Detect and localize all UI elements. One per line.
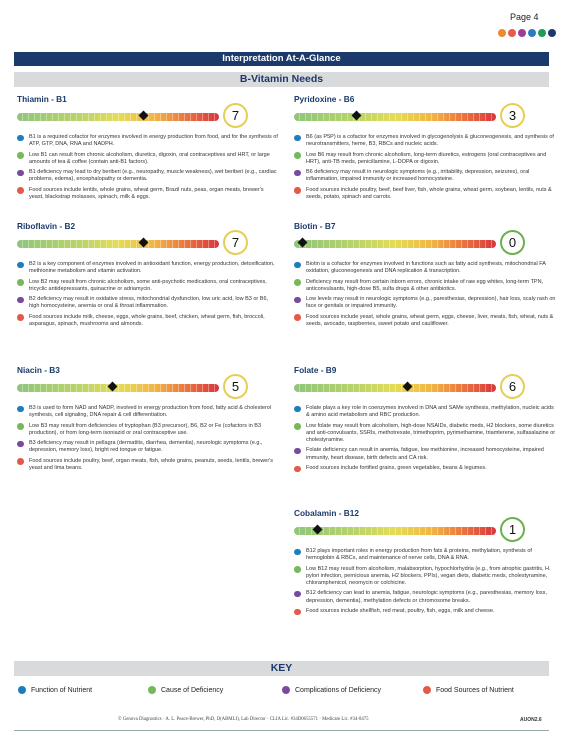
pyridoxine-cause-bullet: Low B6 may result from chronic alcoholism, long-term diuretics, estrogens (oral contraceptives and HRT), anti-TB meds, penicillamine, L-DOPA or digoxin. xyxy=(294,152,556,167)
complication-dot xyxy=(282,686,290,694)
key-title: KEY xyxy=(14,661,549,676)
thiamin-need-bar xyxy=(17,113,219,121)
cobalamin-complication-bullet: B12 deficiency can lead to anemia, fatigue, neurologic symptoms (e.g., paresthesias, memory loss, depression, dementia), methylation defects or chromosome breaks. xyxy=(294,590,556,605)
food-dot xyxy=(294,466,301,473)
food-dot xyxy=(17,314,24,321)
niacin-need-bar xyxy=(17,384,219,392)
thiamin-function-bullet: B1 is a required cofactor for enzymes involved in energy production from food, and for the synthesis of ATP, GTP, DNA, RNA and NADPH. xyxy=(17,134,279,149)
biotin-food-bullet: Food sources include yeast, whole grains, wheat germ, eggs, cheese, liver, meats, fish, wheat, nuts & seeds, avocado, raspberries, sweet potato and cauliflower. xyxy=(294,314,556,329)
brand-dots xyxy=(498,29,556,37)
cobalamin-need-bar xyxy=(294,527,496,535)
thiamin-complication-bullet: B1 deficiency may lead to dry beriberi (e.g., neuropathy, muscle weakness), wet beriberi (e.g., cardiac problems, edema), encephalopathy or dementia. xyxy=(17,169,279,184)
function-dot xyxy=(294,135,301,142)
folate-title: Folate - B9 xyxy=(294,365,337,375)
riboflavin-section xyxy=(17,221,279,361)
key-cause: Cause of Deficiency xyxy=(148,686,223,694)
complication-dot xyxy=(294,448,301,455)
key-food: Food Sources of Nutrient xyxy=(423,686,514,694)
biotin-need-bar xyxy=(294,240,496,248)
biotin-score: 0 xyxy=(500,230,525,255)
complication-dot xyxy=(294,170,301,177)
function-dot xyxy=(17,262,24,269)
riboflavin-cause-bullet: Low B2 may result from chronic alcoholism, some anti-psychotic medications, oral contraceptives, tricyclic antidepressants, quinacrine or adriamycin. xyxy=(17,279,279,294)
food-dot xyxy=(423,686,431,694)
folate-score: 6 xyxy=(500,374,525,399)
niacin-complication-bullet: B3 deficiency may result in pellagra (dermatitis, diarrhea, dementia), neurologic symptoms (e.g., depression, memory loss), bright red tongue or fatigue. xyxy=(17,440,279,455)
riboflavin-function-bullet: B2 is a key component of enzymes involved in antioxidant function, energy production, detoxification, methionine metabolism and vitamin activation. xyxy=(17,261,279,276)
food-dot xyxy=(294,187,301,194)
pyridoxine-title: Pyridoxine - B6 xyxy=(294,94,355,104)
cause-dot xyxy=(17,423,24,430)
thiamin-score: 7 xyxy=(223,103,248,128)
brand-dot xyxy=(548,29,556,37)
biotin-section xyxy=(294,221,556,371)
cause-dot xyxy=(294,423,301,430)
thiamin-bullets xyxy=(17,134,279,204)
biotin-complication-bullet: Low levels may result in neurologic symptoms (e.g., paresthesias, depression), hair loss, scaly rash on face or genitals or impaired immunity. xyxy=(294,296,556,311)
document-code: AUON2.6 xyxy=(520,717,542,723)
niacin-food-bullet: Food sources include poultry, beef, organ meats, fish, whole grains, peanuts, seeds, lentils, brewer's yeast and lima beans. xyxy=(17,458,279,473)
cause-dot xyxy=(17,152,24,159)
niacin-section xyxy=(17,365,279,515)
pyridoxine-complication-bullet: B6 deficiency may result in neurologic symptoms (e.g., irritability, depression, seizures), oral inflammation, impaired immunity or increased homocysteine. xyxy=(294,169,556,184)
function-dot xyxy=(17,406,24,413)
pyridoxine-bullets xyxy=(294,134,556,204)
section-title-banner: B-Vitamin Needs xyxy=(14,72,549,87)
cause-dot xyxy=(17,279,24,286)
cobalamin-title: Cobalamin - B12 xyxy=(294,508,360,518)
niacin-function-bullet: B3 is used to form NAD and NADP, involved in energy production from food, fatty acid & cholesterol synthesis, cell signaling, DNA repair & cell differentiation. xyxy=(17,405,279,420)
food-dot xyxy=(294,314,301,321)
cause-dot xyxy=(294,279,301,286)
brand-dot xyxy=(538,29,546,37)
cobalamin-cause-bullet: Low B12 may result from alcoholism, malabsorption, hypochlorhydria (e.g., from atrophic gastritis, H. pylori infection, pernicious anemia, H2 blockers, PPIs), vegan diets, diabetic meds, cholestyramine, chloramphenicol, neomycin or colchicine. xyxy=(294,566,556,588)
folate-complication-bullet: Folate deficiency can result in anemia, fatigue, low methionine, increased homocysteine, impaired immunity, heart disease, birth defects and CA risk. xyxy=(294,447,556,462)
function-dot xyxy=(294,549,301,556)
riboflavin-complication-bullet: B2 deficiency may result in oxidative stress, mitochondrial dysfunction, low uric acid, low B3 or B6, high homocysteine, anemia or oral & throat inflammation. xyxy=(17,296,279,311)
complication-dot xyxy=(294,297,301,304)
function-dot xyxy=(294,262,301,269)
complication-dot xyxy=(17,441,24,448)
function-dot xyxy=(294,406,301,413)
folate-food-bullet: Food sources include fortified grains, green vegetables, beans & legumes. xyxy=(294,465,556,472)
complication-dot xyxy=(17,170,24,177)
complication-dot xyxy=(294,591,301,598)
niacin-cause-bullet: Low B3 may result from deficiencies of tryptophan (B3 precursor), B6, B2 or Fe (cofactors in B3 production), or from long-term isoniazid or oral contraceptive use. xyxy=(17,423,279,438)
niacin-score: 5 xyxy=(223,374,248,399)
biotin-bullets xyxy=(294,261,556,331)
page-number: Page 4 xyxy=(510,12,539,22)
biotin-function-bullet: Biotin is a cofactor for enzymes involved in functions such as fatty acid synthesis, mitochondrial FA oxidation, gluconeogenesis and DNA replication & transcription. xyxy=(294,261,556,276)
brand-dot xyxy=(508,29,516,37)
cobalamin-food-bullet: Food sources include shellfish, red meat, poultry, fish, eggs, milk and cheese. xyxy=(294,608,556,615)
thiamin-title: Thiamin - B1 xyxy=(17,94,67,104)
food-dot xyxy=(294,609,301,616)
biotin-title: Biotin - B7 xyxy=(294,221,336,231)
cause-dot xyxy=(294,152,301,159)
cobalamin-section xyxy=(294,508,556,658)
riboflavin-bullets xyxy=(17,261,279,331)
key-legend xyxy=(18,686,548,698)
complication-dot xyxy=(17,297,24,304)
pyridoxine-function-bullet: B6 (as P5P) is a cofactor for enzymes involved in glycogenolysis & gluconeogenesis, and synthesis of neurotransmitters, heme, B3, RBCs and nucleic acids. xyxy=(294,134,556,149)
folate-section xyxy=(294,365,556,505)
pyridoxine-need-bar xyxy=(294,113,496,121)
brand-dot xyxy=(498,29,506,37)
biotin-cause-bullet: Deficiency may result from certain inborn errors, chronic intake of raw egg whites, long-term TPN, anticonvulsants, high-dose B5, sulfa drugs & other antibiotics. xyxy=(294,279,556,294)
riboflavin-title: Riboflavin - B2 xyxy=(17,221,76,231)
riboflavin-need-bar xyxy=(17,240,219,248)
niacin-title: Niacin - B3 xyxy=(17,365,60,375)
page-title-banner: Interpretation At-A-Glance xyxy=(14,52,549,66)
riboflavin-food-bullet: Food sources include milk, cheese, eggs, whole grains, beef, chicken, wheat germ, fish, broccoli, asparagus, spinach, mushrooms and almonds. xyxy=(17,314,279,329)
folate-function-bullet: Folate plays a key role in coenzymes involved in DNA and SAMe synthesis, methylation, nucleic acids & amino acid metabolism and RBC production. xyxy=(294,405,556,420)
footer-rule xyxy=(14,730,549,731)
pyridoxine-score: 3 xyxy=(500,103,525,128)
function-dot xyxy=(18,686,26,694)
cobalamin-function-bullet: B12 plays important roles in energy production from fats & proteins, methylation, synthesis of hemoglobin & RBCs, and maintenance of nerve cells, DNA & RNA. xyxy=(294,548,556,563)
folate-cause-bullet: Low folate may result from alcoholism, high-dose NSAIDs, diabetic meds, H2 blockers, some diuretics and anti-convulsants, SSRIs, methotrexate, trimethoprim, pyrimethamine, triamterene, sulfasalazine or cholestyramine. xyxy=(294,423,556,445)
cobalamin-bullets xyxy=(294,548,556,618)
cobalamin-score: 1 xyxy=(500,517,525,542)
cause-dot xyxy=(148,686,156,694)
thiamin-cause-bullet: Low B1 can result from chronic alcoholism, diuretics, digoxin, oral contraceptives and HRT, or large amounts of tea & coffee (contain anti-B1 factors). xyxy=(17,152,279,167)
food-dot xyxy=(17,187,24,194)
folate-bullets xyxy=(294,405,556,475)
footer-credits: © Genova Diagnostics · A. L. Peace-Brewer, PhD, D(ABMLI), Lab Director · CLIA Lic. #34D0655571 · Medicare Lic. #34-8475 xyxy=(118,717,369,722)
key-complication: Complications of Deficiency xyxy=(282,686,381,694)
thiamin-food-bullet: Food sources include lentils, whole grains, wheat germ, Brazil nuts, peas, organ meats, brewer's yeast, blackstrap molasses, spinach, milk & eggs. xyxy=(17,187,279,202)
cause-dot xyxy=(294,566,301,573)
function-dot xyxy=(17,135,24,142)
food-dot xyxy=(17,458,24,465)
key-function: Function of Nutrient xyxy=(18,686,92,694)
niacin-bullets xyxy=(17,405,279,475)
brand-dot xyxy=(528,29,536,37)
riboflavin-score: 7 xyxy=(223,230,248,255)
folate-need-bar xyxy=(294,384,496,392)
pyridoxine-food-bullet: Food sources include poultry, beef, beef liver, fish, whole grains, wheat germ, soybean, lentils, nuts & seeds, potato, spinach and carrots. xyxy=(294,187,556,202)
brand-dot xyxy=(518,29,526,37)
